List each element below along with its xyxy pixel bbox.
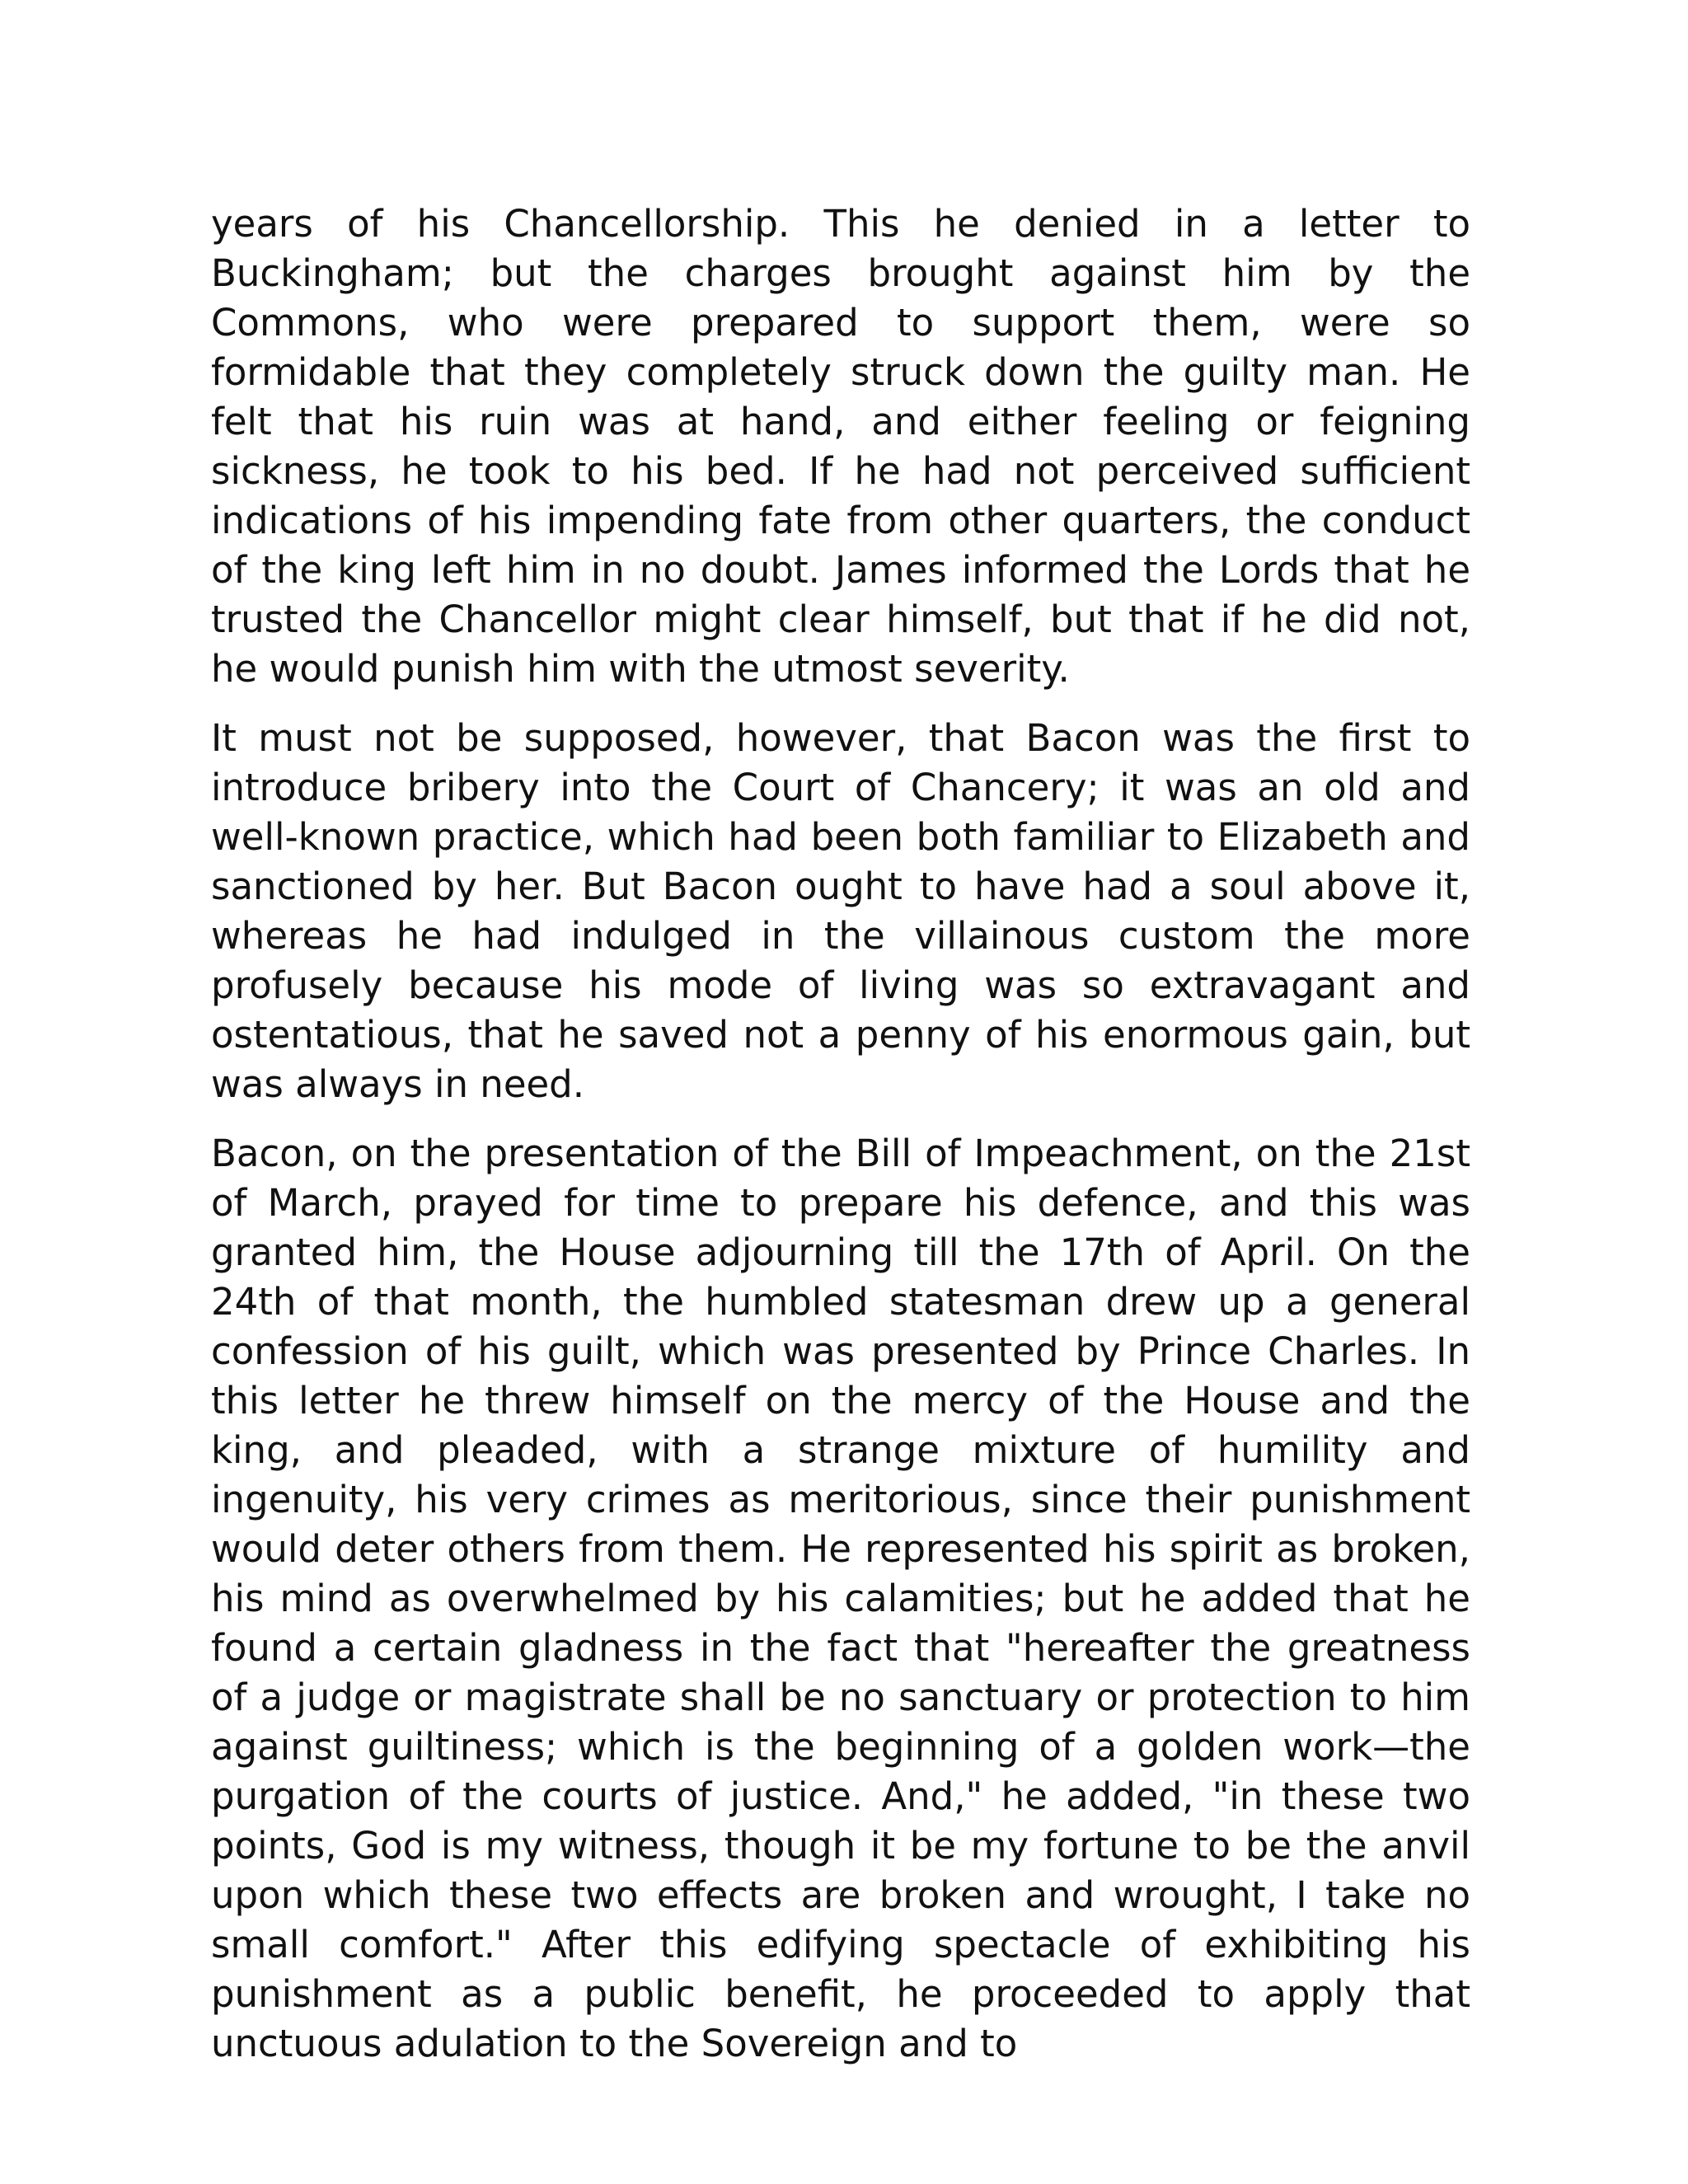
paragraph-1: years of his Chancellorship. This he denied in a letter to Buckingham; but the charges brought against him by the Commons, who were prepared to support them, were so formidable that they completely struck down the guilty man. He felt that his ruin was at hand, and either feeling or feigning sickness, he took to his bed. If he had not perceived sufficient indications of his impending fate from other quarters, the conduct of the king left him in no doubt. James informed the Lords that he trusted the Chancellor might clear himself, but that if he did not, he would punish him with the utmost severity. [211, 202, 1470, 691]
paragraph-2: It must not be supposed, however, that Bacon was the first to introduce bribery into the Court of Chancery; it was an old and well-known practice, which had been both familiar to Elizabeth and sanctioned by her. But Bacon ought to have had a soul above it, whereas he had indulged in the villainous custom the more profusely because his mode of living was so extravagant and ostentatious, that he saved not a penny of his enormous gain, but was always in need. [211, 716, 1470, 1106]
body-text [211, 199, 1470, 2088]
paragraph-3: Bacon, on the presentation of the Bill of Impeachment, on the 21st of March, prayed for time to prepare his defence, and this was granted him, the House adjourning till the 17th of April. On the 24th of that month, the humbled statesman drew up a general confession of his guilt, which was presented by Prince Charles. In this letter he threw himself on the mercy of the House and the king, and pleaded, with a strange mixture of humility and ingenuity, his very crimes as meritorious, since their punishment would deter others from them. He represented his spirit as broken, his mind as overwhelmed by his calamities; but he added that he found a certain gladness in the fact that "hereafter the greatness of a judge or magistrate shall be no sanctuary or protection to him against guiltiness; which is the beginning of a golden work—the purgation of the courts of justice. And," he added, "in these two points, God is my witness, though it be my fortune to be the anvil upon which these two effects are broken and wrought, I take no small comfort." After this edifying spectacle of exhibiting his punishment as a public benefit, he proceeded to apply that unctuous adulation to the Sovereign and to [211, 1132, 1470, 2065]
